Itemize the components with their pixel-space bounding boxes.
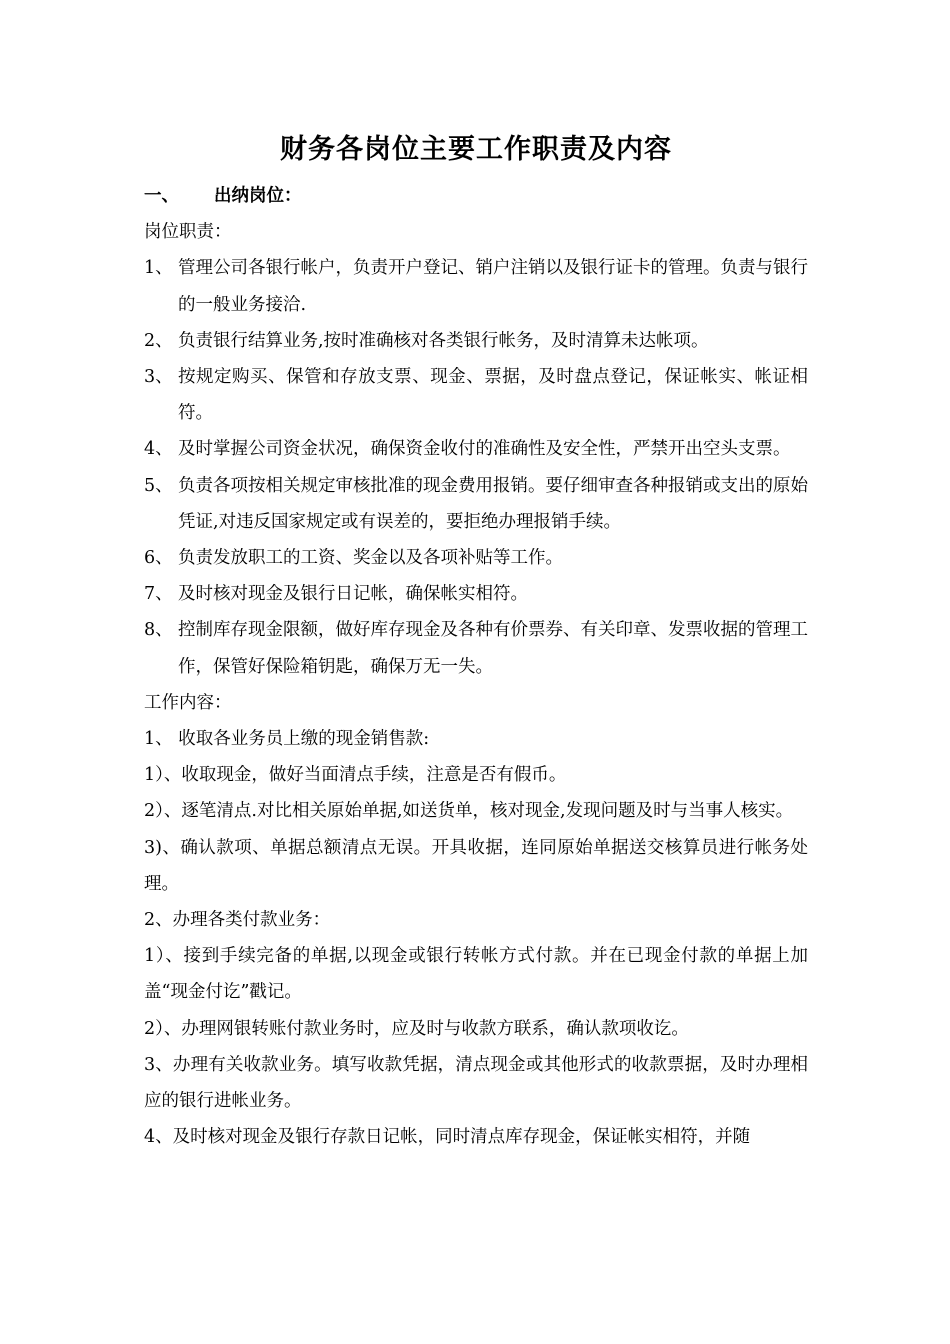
item-number: 8、 bbox=[144, 620, 173, 641]
content-label: 工作内容： bbox=[144, 692, 232, 713]
item-text: 管理公司各银行帐户，负责开户登记、销户注销以及银行证卡的管理。负责与银行的一般业务接洽. bbox=[178, 258, 808, 315]
paragraph: 1）、接到手续完备的单据,以现金或银行转帐方式付款。并在已现金付款的单据上加盖“现金付讫”戳记。 bbox=[144, 946, 808, 1003]
document-title: 财务各岗位主要工作职责及内容 bbox=[280, 134, 672, 165]
list-item bbox=[144, 540, 808, 576]
item-number: 6、 bbox=[144, 548, 173, 569]
paragraph: 4、及时核对现金及银行存款日记帐，同时清点库存现金，保证帐实相符，并随 bbox=[144, 1127, 751, 1148]
item-text: 控制库存现金限额，做好库存现金及各种有价票券、有关印章、发票收据的管理工作，保管好保险箱钥匙，确保万无一失。 bbox=[178, 620, 808, 677]
item-number: 5、 bbox=[144, 475, 173, 496]
list-item bbox=[144, 359, 808, 431]
section-heading bbox=[144, 178, 808, 214]
paragraph: 2、办理各类付款业务： bbox=[144, 910, 331, 931]
item-text: 负责银行结算业务,按时准确核对各类银行帐务，及时清算未达帐项。 bbox=[178, 330, 709, 351]
paragraph: 1）、收取现金，做好当面清点手续，注意是否有假币。 bbox=[144, 765, 567, 786]
list-item bbox=[144, 576, 808, 612]
item-text: 按规定购买、保管和存放支票、现金、票据，及时盘点登记，保证帐实、帐证相符。 bbox=[178, 367, 808, 424]
item-text: 负责发放职工的工资、奖金以及各项补贴等工作。 bbox=[178, 548, 563, 569]
item-number: 7、 bbox=[144, 584, 173, 605]
document-page bbox=[144, 128, 808, 1155]
item-text: 及时掌握公司资金状况，确保资金收付的准确性及安全性，严禁开出空头支票。 bbox=[178, 439, 791, 460]
list-item bbox=[144, 612, 808, 684]
duties-list bbox=[144, 250, 808, 684]
section-title: 出纳岗位： bbox=[214, 186, 302, 206]
item-number: 1、 bbox=[144, 258, 173, 279]
section-number: 一、 bbox=[144, 186, 179, 206]
list-item bbox=[144, 250, 808, 322]
paragraph: 2）、逐笔清点.对比相关原始单据,如送货单，核对现金,发现问题及时与当事人核实。 bbox=[144, 801, 794, 822]
paragraph: 3、办理有关收款业务。填写收款凭据，清点现金或其他形式的收款票据，及时办理相应的银行进帐业务。 bbox=[144, 1054, 808, 1112]
item-number: 2、 bbox=[144, 330, 173, 351]
duties-label: 岗位职责： bbox=[144, 222, 232, 243]
paragraph: 1、 收取各业务员上缴的现金销售款: bbox=[144, 729, 430, 750]
item-number: 4、 bbox=[144, 439, 173, 460]
paragraph: 3)、确认款项、单据总额清点无误。开具收据，连同原始单据送交核算员进行帐务处理。 bbox=[144, 837, 808, 894]
item-text: 及时核对现金及银行日记帐，确保帐实相符。 bbox=[178, 584, 528, 605]
list-item bbox=[144, 323, 808, 359]
item-text: 负责各项按相关规定审核批准的现金费用报销。要仔细审查各种报销或支出的原始凭证,对违反国家规定或有误差的，要拒绝办理报销手续。 bbox=[178, 475, 808, 532]
list-item bbox=[144, 468, 808, 540]
list-item bbox=[144, 431, 808, 467]
paragraph: 2）、办理网银转账付款业务时，应及时与收款方联系，确认款项收讫。 bbox=[144, 1018, 689, 1039]
item-number: 3、 bbox=[144, 367, 173, 388]
content-list bbox=[144, 721, 808, 1155]
